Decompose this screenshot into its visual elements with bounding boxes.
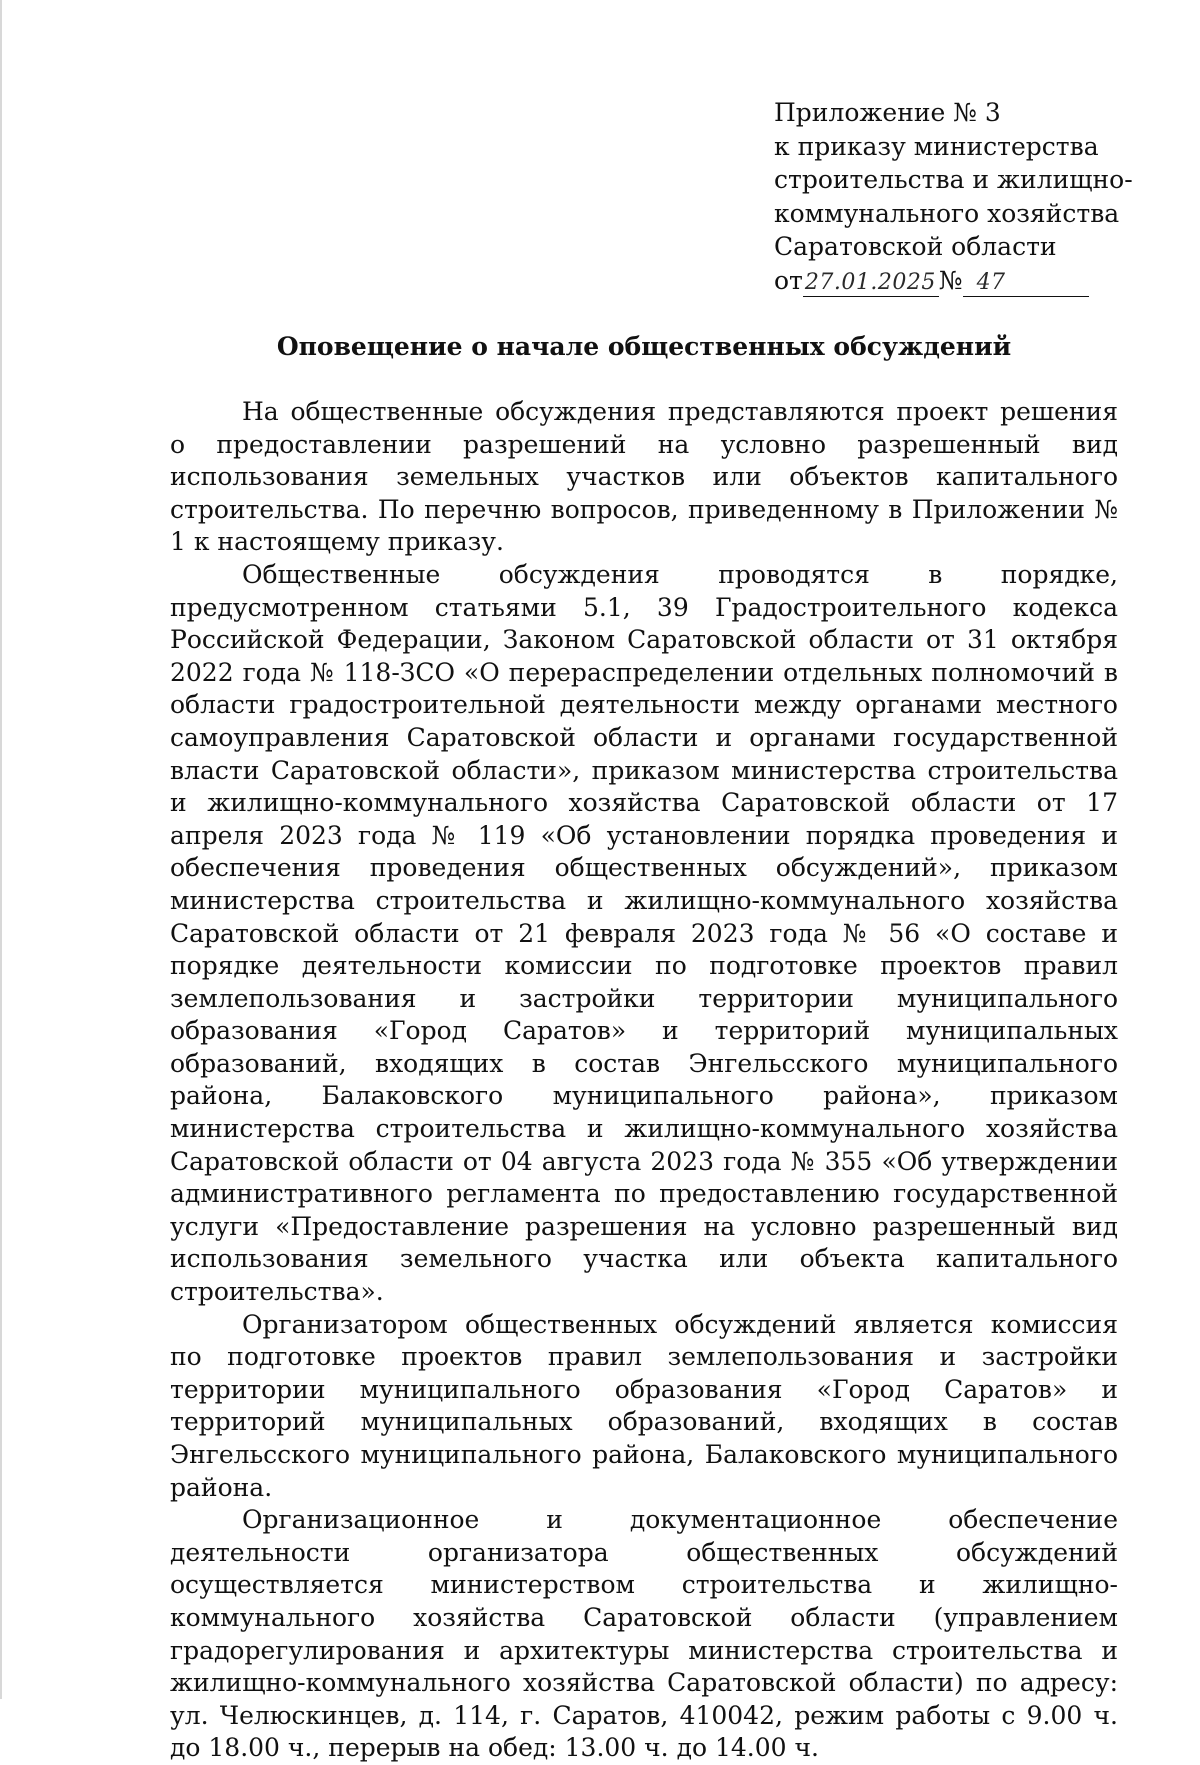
number-sign: № [938, 265, 963, 295]
paragraph-subject: На общественные обсуждения представляются проект решения о предоставлении разрешений на условно разрешенный вид использования земельных участков или объектов капитального строительства. По перечню вопросов, приведенному в Приложении № 1 к настоящему приказу. [170, 397, 1118, 557]
appendix-header-line: Саратовской области [774, 232, 1057, 261]
date-prefix: от [774, 265, 803, 295]
appendix-header-line: коммунального хозяйства [774, 198, 1120, 228]
appendix-header-line: строительства и жилищно- [774, 165, 1133, 194]
handwritten-number: 47 [963, 270, 1089, 297]
paragraph-support-address: Организационное и документационное обеспечение деятельности организатора общественных обсуждений осуществляется министерством строительства и жилищно-коммунального хозяйства Саратовской области (управлением градорегулирования и архитектуры министерства строительства и жилищно-коммунального хозяйства Саратовской области) по адресу: ул. Челюскинцев, д. 114, г. Саратов, 410042, режим работы с 9.00 ч. до 18.00 ч., перерыв на обед: 13.00 ч. до 14.00 ч. [170, 1505, 1118, 1763]
document-body [170, 396, 1118, 1765]
paragraph-organizer: Организатором общественных обсуждений является комиссия по подготовке проектов правил землепользования и застройки территории муниципального образования «Город Саратов» и территорий муниципальных образований, входящих в состав Энгельсского муниципального района, Балаковского муниципального района. [170, 1309, 1118, 1502]
appendix-header-line: Приложение № 3 [774, 98, 1001, 127]
appendix-header-line: к приказу министерства [774, 131, 1099, 161]
handwritten-date: 27.01.2025 [803, 270, 939, 297]
scan-edge [0, 0, 2, 1699]
paragraph-legal-basis: Общественные обсуждения проводятся в порядке, предусмотренном статьями 5.1, 39 Градостроительного кодекса Российской Федерации, Законом Саратовской области от 31 октября 2022 года № 118-ЗСО «О перераспределении отдельных полномочий в области градостроительной деятельности между органами местного самоуправления Саратовской области и органами государственной власти Саратовской области», приказом министерства строительства и жилищно-коммунального хозяйства Саратовской области от 17 апреля 2023 года № 119 «Об установлении порядка проведения и обеспечения проведения общественных обсуждений», приказом министерства строительства и жилищно-коммунального хозяйства Саратовской области от 21 февраля 2023 года № 56 «О составе и порядке деятельности комиссии по подготовке проектов правил землепользования и застройки территории муниципального образования «Город Саратов» и территорий муниципальных образований, входящих в состав Энгельсского муниципального района, Балаковского муниципального района», приказом министерства строительства и жилищно-коммунального хозяйства Саратовской области от 04 августа 2023 года № 355 «Об утверждении административного регламента по предоставлению государственной услуги «Предоставление разрешения на условно разрешенный вид использования земельного участка или объекта капитального строительства». [170, 559, 1118, 1307]
appendix-header [774, 96, 1133, 297]
document-title: Оповещение о начале общественных обсуждений [276, 332, 1012, 361]
order-date-line [774, 264, 1104, 298]
